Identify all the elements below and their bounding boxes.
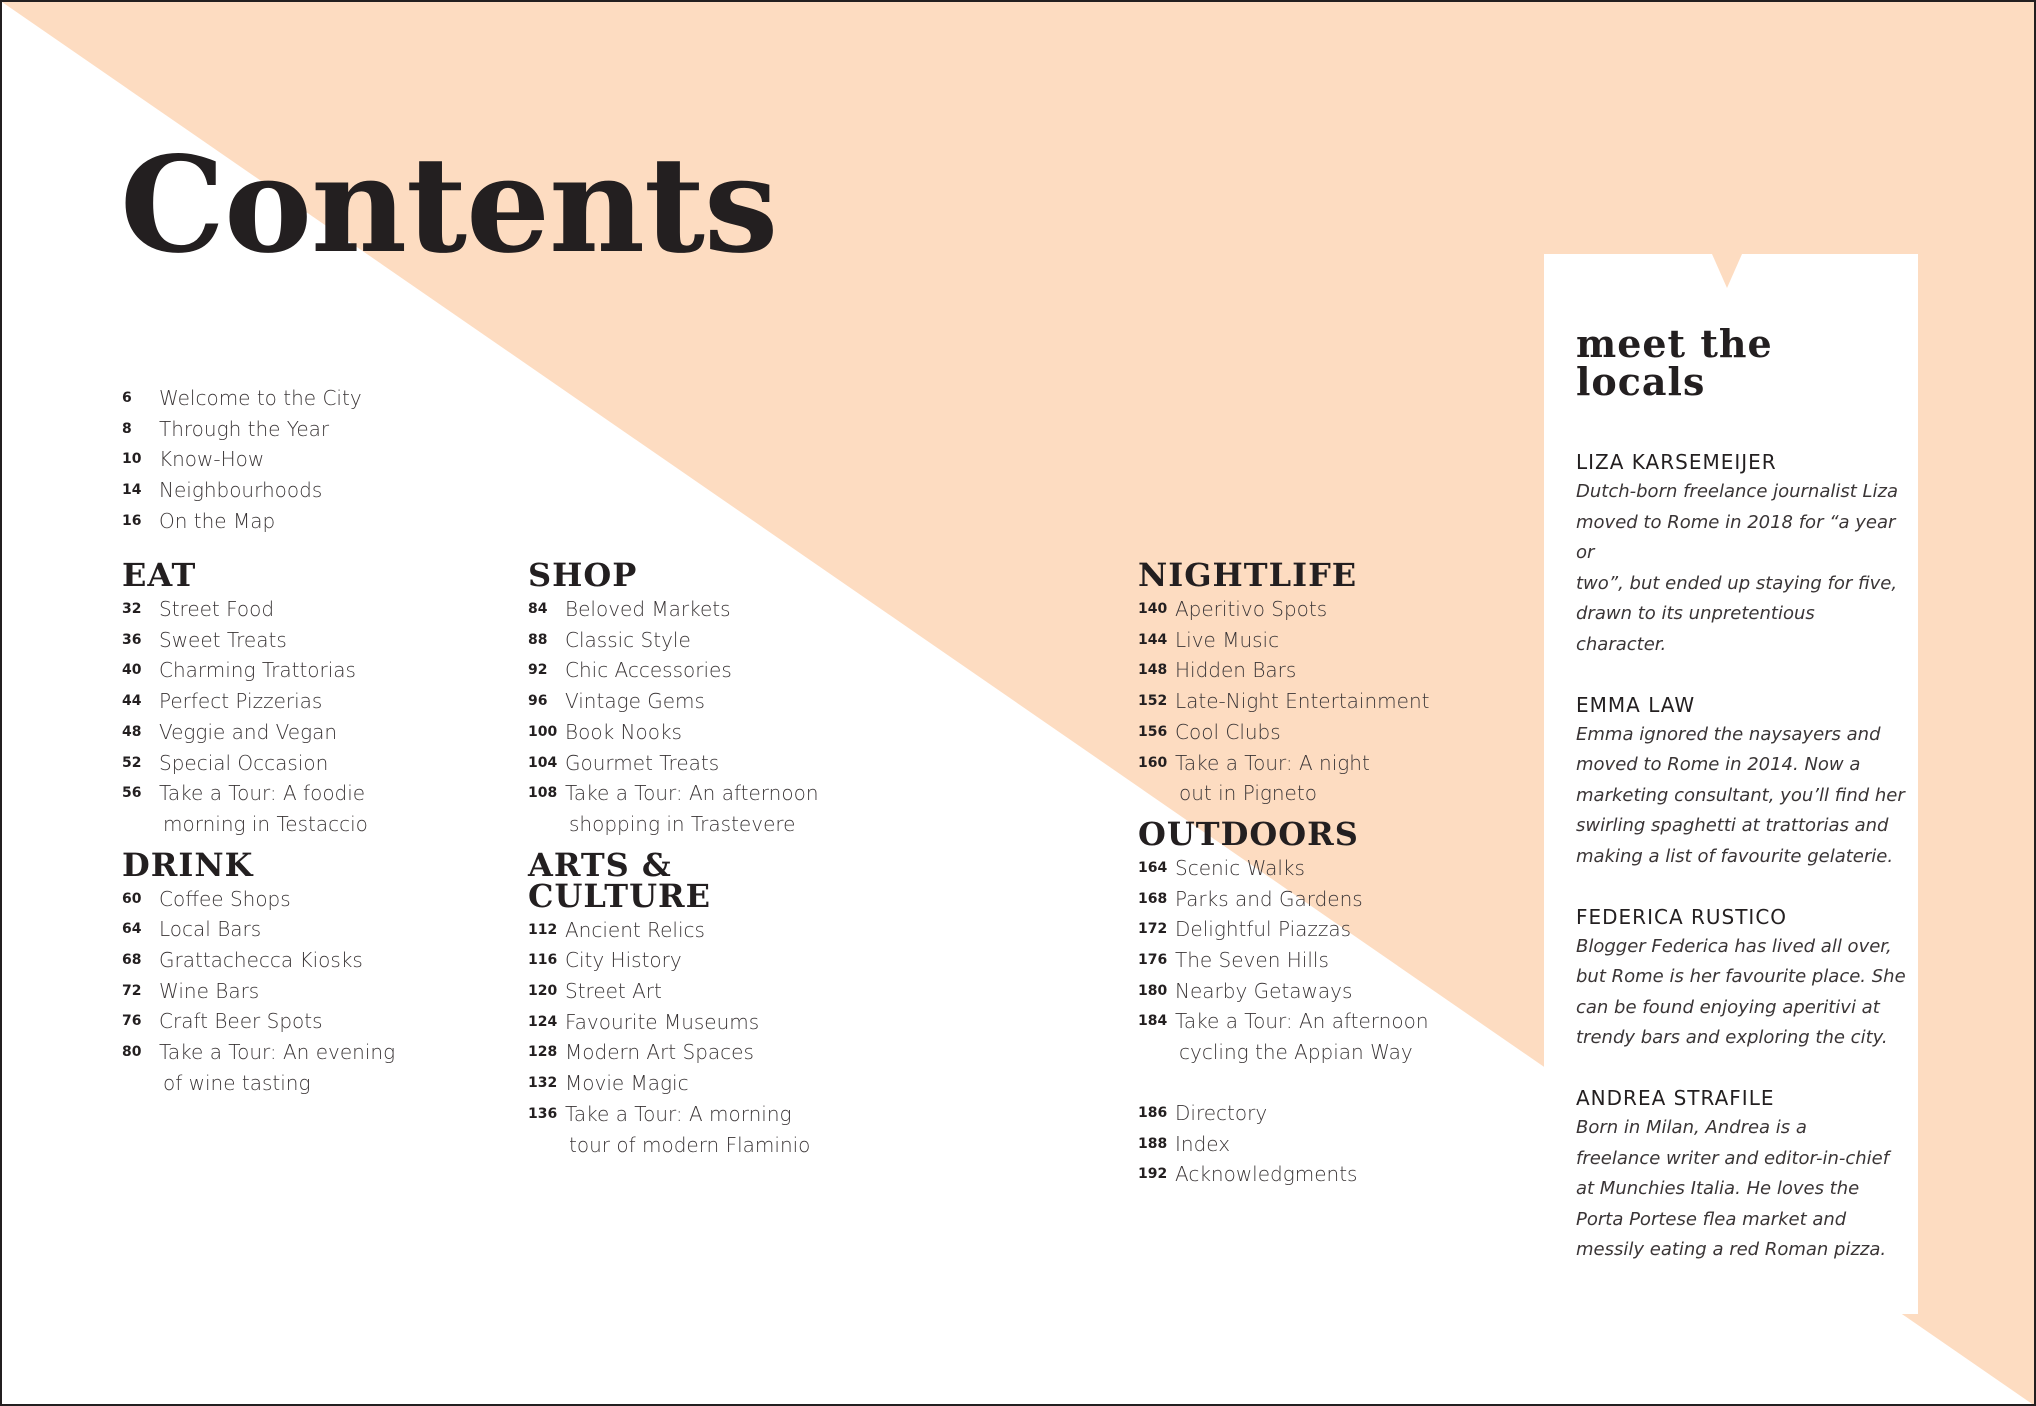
entry-label: Chic Accessories xyxy=(565,658,732,683)
entry-label: Ancient Relics xyxy=(565,917,705,942)
page-number: 104 xyxy=(528,754,558,771)
eat-entry[interactable] xyxy=(122,748,462,779)
entry-label: Coffee Shops xyxy=(159,886,291,911)
page-number: 36 xyxy=(122,631,142,648)
section-nightlife xyxy=(1138,556,1518,809)
entry-label-continued: of wine tasting xyxy=(163,1070,311,1095)
entry-label: Aperitivo Spots xyxy=(1175,597,1328,621)
page-number: 60 xyxy=(122,890,142,907)
entry-label: Take a Tour: A foodie xyxy=(159,781,366,806)
local-bio xyxy=(1576,720,1906,873)
nightlife-entry[interactable] xyxy=(1138,686,1518,717)
eat-entry[interactable] xyxy=(122,594,462,625)
bio-line: making a list of favourite gelaterie. xyxy=(1576,845,1894,867)
entry-label: Take a Tour: A night xyxy=(1175,750,1370,775)
entry-label: Sweet Treats xyxy=(159,627,287,652)
shop-entry[interactable] xyxy=(528,717,888,748)
section-outdoors xyxy=(1138,814,1518,1068)
page-number: 192 xyxy=(1138,1166,1168,1183)
entry-label: Wine Bars xyxy=(159,978,260,1003)
eat-entry[interactable] xyxy=(122,686,462,717)
entry-label: On the Map xyxy=(159,508,276,533)
page-number: 68 xyxy=(122,952,142,969)
drink-entry[interactable] xyxy=(122,1006,462,1037)
local-bio xyxy=(1576,477,1906,661)
bio-line: Dutch-born freelance journalist Liza xyxy=(1576,481,1899,502)
shop-entry[interactable] xyxy=(528,686,888,717)
bio-line: Emma ignored the naysayers and xyxy=(1576,723,1881,745)
entry-label: Neighbourhoods xyxy=(159,478,323,503)
local-profile xyxy=(1576,448,1906,661)
bio-line: messily eating a red Roman pizza. xyxy=(1576,1239,1887,1261)
entry-label: Gourmet Treats xyxy=(565,750,720,775)
entry-label: Welcome to the City xyxy=(159,386,362,410)
page-number: 10 xyxy=(122,451,142,468)
section-heading-eat: EAT xyxy=(122,556,197,594)
entry-label-continued: out in Pigneto xyxy=(1179,781,1317,806)
local-bio xyxy=(1576,932,1906,1054)
backmatter-entry[interactable] xyxy=(1138,1129,1518,1160)
outdoors-entry[interactable] xyxy=(1138,914,1518,945)
intro-entry[interactable] xyxy=(122,475,452,506)
section-heading-arts xyxy=(528,845,888,915)
page-number: 186 xyxy=(1138,1104,1168,1121)
page-number: 44 xyxy=(122,693,142,710)
bio-line: marketing consultant, you’ll find her xyxy=(1576,784,1905,806)
locals-list xyxy=(1576,448,1906,1296)
entry-label: Through the Year xyxy=(159,416,330,441)
shop-tour-entry[interactable] xyxy=(528,778,888,839)
eat-entry[interactable] xyxy=(122,655,462,686)
section-eat xyxy=(122,556,462,840)
section-heading-nightlife: NIGHTLIFE xyxy=(1138,556,1358,594)
page-number: 6 xyxy=(122,390,132,406)
entry-label: Parks and Gardens xyxy=(1175,886,1363,911)
entry-label-continued: morning in Testaccio xyxy=(163,811,368,836)
page-number: 64 xyxy=(122,921,142,938)
page-title: Contents xyxy=(120,128,778,283)
entry-label: Take a Tour: An afternoon xyxy=(565,781,819,806)
entry-label: Beloved Markets xyxy=(565,597,731,621)
entry-label: Movie Magic xyxy=(565,1071,689,1096)
shop-entry[interactable] xyxy=(528,748,888,779)
local-name: ANDREA STRAFILE xyxy=(1576,1085,1775,1110)
page-number: 56 xyxy=(122,785,142,802)
nightlife-tour-entry[interactable] xyxy=(1138,748,1518,809)
bio-line: moved to Rome in 2014. Now a xyxy=(1576,754,1861,776)
outdoors-entry[interactable] xyxy=(1138,945,1518,976)
arts-entry[interactable] xyxy=(528,945,888,976)
page-number: 172 xyxy=(1138,921,1168,938)
bio-line: drawn to its unpretentious character. xyxy=(1576,603,1815,655)
entry-label: Take a Tour: An afternoon xyxy=(1175,1009,1429,1034)
page-number: 148 xyxy=(1138,662,1168,679)
nightlife-entry[interactable] xyxy=(1138,594,1518,625)
entry-label: Take a Tour: An evening xyxy=(159,1040,396,1065)
local-name: FEDERICA RUSTICO xyxy=(1576,904,1788,929)
page-number: 76 xyxy=(122,1013,142,1030)
arts-entry[interactable] xyxy=(528,976,888,1007)
page-number: 156 xyxy=(1138,723,1168,740)
nightlife-entry[interactable] xyxy=(1138,625,1518,656)
arts-tour-entry[interactable] xyxy=(528,1099,888,1160)
entry-label: Perfect Pizzerias xyxy=(159,689,323,714)
shop-entry[interactable] xyxy=(528,625,888,656)
page-number: 16 xyxy=(122,512,142,529)
page-number: 152 xyxy=(1138,693,1168,710)
page-number: 120 xyxy=(528,983,558,1000)
entry-label: Cool Clubs xyxy=(1175,719,1281,744)
bio-line: can be found enjoying aperitivi at xyxy=(1576,996,1880,1018)
bio-line: swirling spaghetti at trattorias and xyxy=(1576,815,1889,837)
backmatter-entry[interactable] xyxy=(1138,1098,1518,1129)
arts-entry[interactable] xyxy=(528,915,888,946)
entry-label: Delightful Piazzas xyxy=(1175,917,1352,942)
page-number: 164 xyxy=(1138,859,1168,876)
outdoors-entry[interactable] xyxy=(1138,976,1518,1007)
local-name: LIZA KARSEMEIJER xyxy=(1576,450,1777,474)
panel-notch xyxy=(1712,254,1742,288)
bio-line: moved to Rome in 2018 for “a year or xyxy=(1576,511,1896,564)
entry-label: Favourite Museums xyxy=(565,1009,760,1034)
entry-label-continued: tour of modern Flaminio xyxy=(569,1132,811,1157)
page-number: 80 xyxy=(122,1044,142,1061)
eat-entry[interactable] xyxy=(122,625,462,656)
page-number: 52 xyxy=(122,754,142,771)
local-profile xyxy=(1576,691,1906,873)
section-heading-line: ARTS & xyxy=(528,845,672,884)
local-profile xyxy=(1576,903,1906,1054)
eat-entry[interactable] xyxy=(122,717,462,748)
page-number: 144 xyxy=(1138,631,1168,648)
eat-tour-entry[interactable] xyxy=(122,778,462,839)
page-number: 116 xyxy=(528,952,558,969)
backmatter-entry[interactable] xyxy=(1138,1159,1518,1190)
entry-label: Take a Tour: A morning xyxy=(565,1101,792,1126)
shop-entry[interactable] xyxy=(528,655,888,686)
drink-entry[interactable] xyxy=(122,976,462,1007)
page-number: 168 xyxy=(1138,890,1168,907)
arts-entry[interactable] xyxy=(528,1007,888,1038)
page-number: 8 xyxy=(122,420,132,437)
entry-label: Know-How xyxy=(159,447,265,472)
nightlife-entry[interactable] xyxy=(1138,655,1518,686)
page-number: 48 xyxy=(122,723,142,740)
outdoors-entry[interactable] xyxy=(1138,884,1518,915)
bio-line: Porta Portese flea market and xyxy=(1576,1208,1847,1230)
outdoors-tour-entry[interactable] xyxy=(1138,1006,1518,1067)
section-heading-line: CULTURE xyxy=(528,876,711,915)
section-arts-culture xyxy=(528,845,888,1161)
intro-entry[interactable] xyxy=(122,506,452,537)
entry-label: The Seven Hills xyxy=(1175,948,1329,973)
shop-entry[interactable] xyxy=(528,594,888,625)
page-number: 184 xyxy=(1138,1013,1168,1030)
page-number: 32 xyxy=(122,601,142,617)
outdoors-entry[interactable] xyxy=(1138,853,1518,884)
entry-label: Nearby Getaways xyxy=(1175,978,1353,1003)
bio-line: at Munchies Italia. He loves the xyxy=(1576,1178,1860,1200)
locals-title xyxy=(1576,321,1896,404)
intro-entry[interactable] xyxy=(122,414,452,445)
page-number: 72 xyxy=(122,982,142,999)
section-shop xyxy=(528,556,888,840)
entry-label: Scenic Walks xyxy=(1175,855,1305,880)
drink-entry[interactable] xyxy=(122,914,462,945)
page-number: 14 xyxy=(122,482,142,499)
column-nightlife-outdoors xyxy=(1138,556,1518,1200)
entry-label: Local Bars xyxy=(159,917,262,942)
entry-label: Hidden Bars xyxy=(1175,658,1297,683)
bio-line: Blogger Federica has lived all over, xyxy=(1576,935,1892,957)
bio-line: trendy bars and exploring the city. xyxy=(1576,1027,1888,1049)
page-number: 188 xyxy=(1138,1135,1168,1152)
bio-line: freelance writer and editor-in-chief xyxy=(1576,1147,1890,1169)
entry-label: Classic Style xyxy=(565,627,691,652)
section-heading-shop: SHOP xyxy=(528,556,638,594)
nightlife-entry[interactable] xyxy=(1138,717,1518,748)
drink-entry[interactable] xyxy=(122,945,462,976)
section-drink xyxy=(122,845,462,1099)
drink-entry[interactable] xyxy=(122,884,462,915)
arts-entry[interactable] xyxy=(528,1068,888,1099)
drink-tour-entry[interactable] xyxy=(122,1037,462,1098)
entry-label: Veggie and Vegan xyxy=(159,719,338,744)
column-shop-arts xyxy=(528,556,888,1170)
page-number: 128 xyxy=(528,1044,558,1061)
intro-list xyxy=(122,383,452,537)
bio-line: Born in Milan, Andrea is a xyxy=(1576,1116,1807,1138)
locals-title-line: meet the xyxy=(1576,321,1773,366)
entry-label: Street Food xyxy=(159,597,275,621)
locals-title-line: locals xyxy=(1576,359,1706,404)
section-heading-drink: DRINK xyxy=(122,845,254,884)
page-number: 112 xyxy=(528,921,558,938)
entry-label-continued: shopping in Trastevere xyxy=(569,811,796,836)
entry-label: Late-Night Entertainment xyxy=(1175,689,1430,714)
local-bio xyxy=(1576,1113,1906,1266)
page-number: 180 xyxy=(1138,982,1168,999)
entry-label: Index xyxy=(1175,1131,1231,1156)
page-number: 160 xyxy=(1138,754,1168,771)
local-profile xyxy=(1576,1084,1906,1266)
backmatter-list xyxy=(1138,1098,1518,1190)
page-number: 40 xyxy=(122,662,142,679)
entry-label: Modern Art Spaces xyxy=(565,1040,754,1065)
column-eat-drink xyxy=(122,556,462,1109)
entry-label: Directory xyxy=(1175,1100,1268,1125)
entry-label: Live Music xyxy=(1175,627,1280,652)
local-name: EMMA LAW xyxy=(1576,692,1696,717)
entry-label-continued: cycling the Appian Way xyxy=(1179,1040,1413,1065)
entry-label: Acknowledgments xyxy=(1175,1162,1358,1187)
page-number: 124 xyxy=(528,1013,558,1030)
arts-entry[interactable] xyxy=(528,1037,888,1068)
intro-entry[interactable] xyxy=(122,444,452,475)
entry-label: Craft Beer Spots xyxy=(159,1009,323,1034)
meet-the-locals-panel xyxy=(1544,254,1918,1314)
page-number: 84 xyxy=(528,601,548,617)
intro-entry[interactable] xyxy=(122,383,452,414)
page-number: 88 xyxy=(528,631,548,648)
entry-label: Book Nooks xyxy=(565,719,682,744)
entry-label: Charming Trattorias xyxy=(159,658,356,683)
section-heading-outdoors: OUTDOORS xyxy=(1138,814,1359,853)
page-number: 136 xyxy=(528,1105,558,1122)
page-number: 108 xyxy=(528,785,558,802)
page-number: 100 xyxy=(528,723,558,740)
page-number: 132 xyxy=(528,1075,558,1092)
entry-label: City History xyxy=(565,948,682,973)
entry-label: Grattachecca Kiosks xyxy=(159,948,363,973)
entry-label: Street Art xyxy=(565,979,662,1004)
page-number: 92 xyxy=(528,662,548,679)
page-number: 96 xyxy=(528,693,548,710)
bio-line: two”, but ended up staying for five, xyxy=(1576,572,1898,594)
page-number: 140 xyxy=(1138,601,1168,617)
entry-label: Vintage Gems xyxy=(565,689,705,714)
bio-line: but Rome is her favourite place. She xyxy=(1576,966,1906,988)
entry-label: Special Occasion xyxy=(159,750,329,775)
page-number: 176 xyxy=(1138,952,1168,969)
